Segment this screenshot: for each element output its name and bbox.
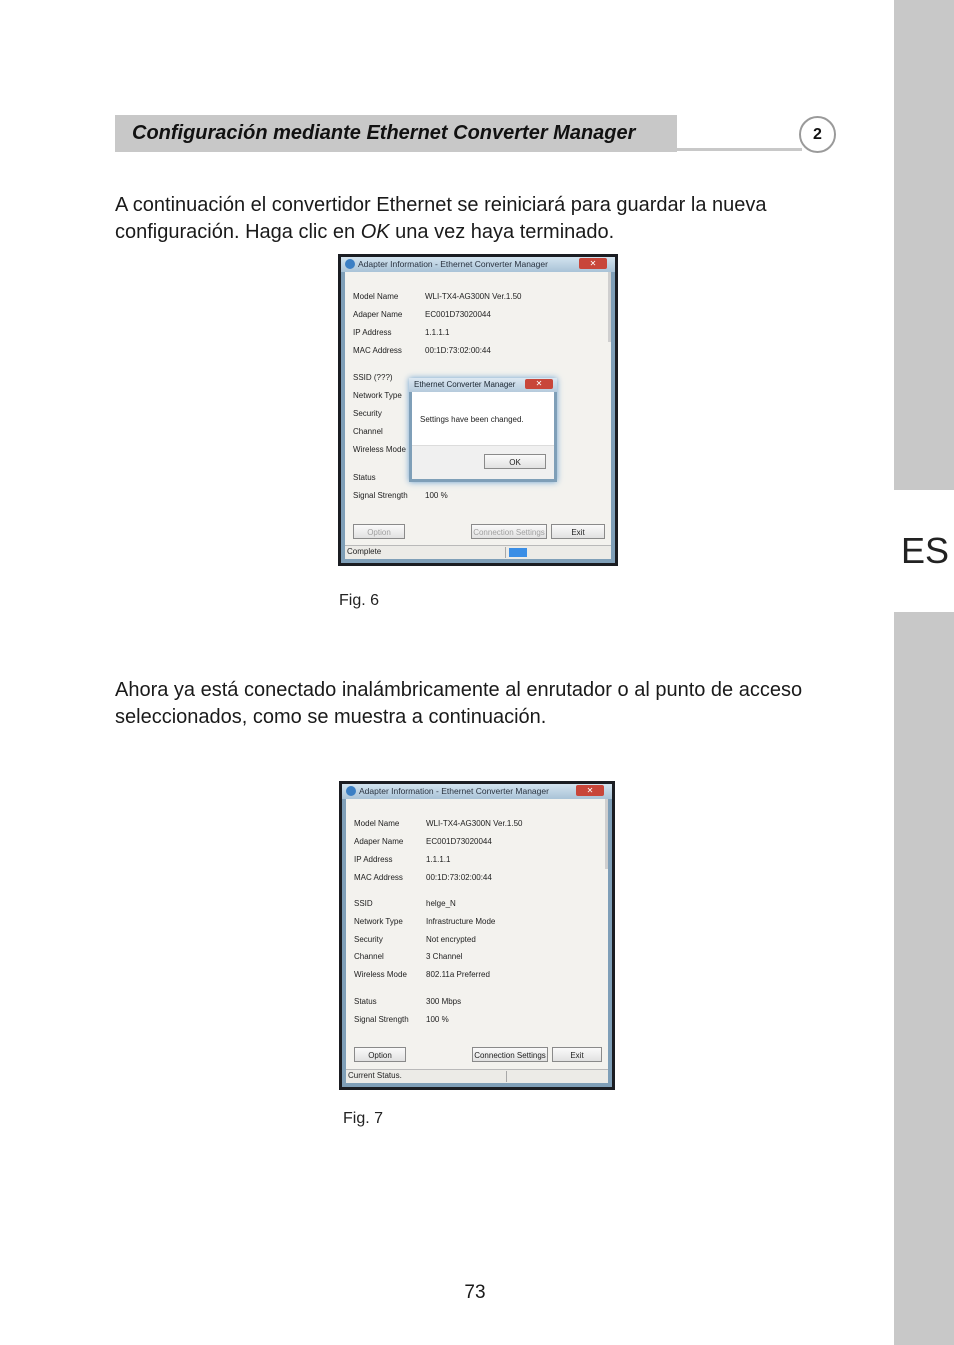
paragraph-restart: [115, 192, 845, 246]
field-value: 00:1D:73:02:00:44: [425, 346, 491, 355]
paragraph-connected: [115, 677, 845, 731]
text-run: una vez haya terminado.: [389, 221, 615, 243]
field-value: 1.1.1.1: [425, 328, 450, 337]
field-value: EC001D73020044: [426, 837, 492, 846]
status-separator: [505, 547, 506, 558]
dialog-title: Ethernet Converter Manager: [414, 380, 516, 389]
language-marker: ES: [900, 530, 950, 571]
settings-changed-dialog: [409, 378, 557, 482]
window-title: Adapter Information - Ethernet Converter Manager: [359, 786, 549, 796]
close-icon[interactable]: ✕: [579, 258, 607, 269]
text-run: configuración. Haga clic en: [115, 221, 361, 243]
field-label: Adaper Name: [354, 837, 404, 846]
dialog-titlebar: [409, 378, 557, 392]
window-frame: [341, 257, 615, 563]
app-icon: [346, 786, 356, 796]
field-value: 00:1D:73:02:00:44: [426, 873, 492, 882]
exit-button[interactable]: Exit: [551, 524, 605, 539]
progress-indicator: [509, 548, 527, 557]
window-titlebar: [341, 257, 615, 272]
window-frame: [342, 784, 612, 1087]
fig6-caption: Fig. 6: [339, 592, 380, 609]
ok-button[interactable]: OK: [484, 454, 546, 469]
app-icon: [345, 259, 355, 269]
field-value: 100 %: [425, 491, 448, 500]
connection-settings-button[interactable]: Connection Settings: [471, 524, 547, 539]
side-tab-top: [894, 0, 954, 490]
paragraph-line: [115, 219, 845, 246]
field-value: 802.11a Preferred: [426, 970, 490, 979]
window-titlebar: [342, 784, 612, 799]
field-label: SSID: [354, 899, 373, 908]
paragraph-line: Ahora ya está conectado inalámbricamente al enrutador o al punto de acceso: [115, 679, 803, 701]
field-label: MAC Address: [353, 346, 402, 355]
field-label: Wireless Mode: [354, 970, 407, 979]
field-label: Adaper Name: [353, 310, 403, 319]
header-rule: [677, 148, 802, 151]
field-label: Security: [353, 409, 382, 418]
fig6-screenshot: [338, 254, 618, 566]
field-label: Channel: [353, 427, 383, 436]
page-number: 73: [464, 1282, 486, 1303]
section-title: Configuración mediante Ethernet Converter Manager: [132, 122, 636, 144]
field-label: Wireless Mode: [353, 445, 406, 454]
dialog-footer: [412, 445, 554, 479]
field-label: Model Name: [354, 819, 400, 828]
exit-button[interactable]: Exit: [552, 1047, 602, 1062]
field-value: 1.1.1.1: [426, 855, 451, 864]
close-icon[interactable]: ✕: [525, 379, 553, 389]
fig7-screenshot: [339, 781, 615, 1090]
field-value: EC001D73020044: [425, 310, 491, 319]
side-tab-bottom: [894, 612, 954, 1345]
window-client: [345, 272, 611, 559]
status-bar: [346, 1069, 608, 1083]
status-separator: [506, 1071, 507, 1082]
paragraph-line: A continuación el convertidor Ethernet se reiniciará para guardar la nueva: [115, 194, 767, 216]
option-button[interactable]: Option: [354, 1047, 406, 1062]
dialog-message: Settings have been changed.: [420, 415, 524, 424]
field-label: MAC Address: [354, 873, 403, 882]
field-label: Network Type: [353, 391, 402, 400]
window-title: Adapter Information - Ethernet Converter Manager: [358, 259, 548, 269]
field-label: Network Type: [354, 917, 403, 926]
field-label: SSID (???): [353, 373, 393, 382]
paragraph-line: seleccionados, como se muestra a continuación.: [115, 706, 547, 728]
status-text: Complete: [347, 547, 382, 556]
fig7-caption: Fig. 7: [343, 1110, 384, 1127]
field-label: IP Address: [353, 328, 392, 337]
window-client: [346, 799, 608, 1083]
status-text: Current Status.: [348, 1071, 402, 1080]
field-label: Channel: [354, 952, 384, 961]
field-label: Signal Strength: [353, 491, 408, 500]
option-button[interactable]: Option: [353, 524, 405, 539]
field-label: Status: [354, 997, 377, 1006]
close-icon[interactable]: ✕: [576, 785, 604, 796]
field-value: Not encrypted: [426, 935, 476, 944]
field-value: WLI-TX4-AG300N Ver.1.50: [425, 292, 522, 301]
scrollbar[interactable]: [608, 272, 611, 342]
section-header: [115, 115, 677, 152]
field-value: 3 Channel: [426, 952, 463, 961]
connection-settings-button[interactable]: Connection Settings: [472, 1047, 548, 1062]
field-value: 300 Mbps: [426, 997, 462, 1006]
ok-emphasis: OK: [360, 221, 390, 243]
field-value: WLI-TX4-AG300N Ver.1.50: [426, 819, 523, 828]
status-bar: [345, 545, 611, 559]
field-value: helge_N: [426, 899, 456, 908]
field-label: Model Name: [353, 292, 399, 301]
field-label: Security: [354, 935, 383, 944]
scrollbar[interactable]: [605, 799, 608, 869]
dialog-body: [412, 392, 554, 479]
field-value: 100 %: [426, 1015, 449, 1024]
field-label: Signal Strength: [354, 1015, 409, 1024]
field-label: Status: [353, 473, 376, 482]
chapter-number-badge: 2: [799, 116, 836, 153]
field-value: Infrastructure Mode: [426, 917, 496, 926]
field-label: IP Address: [354, 855, 393, 864]
